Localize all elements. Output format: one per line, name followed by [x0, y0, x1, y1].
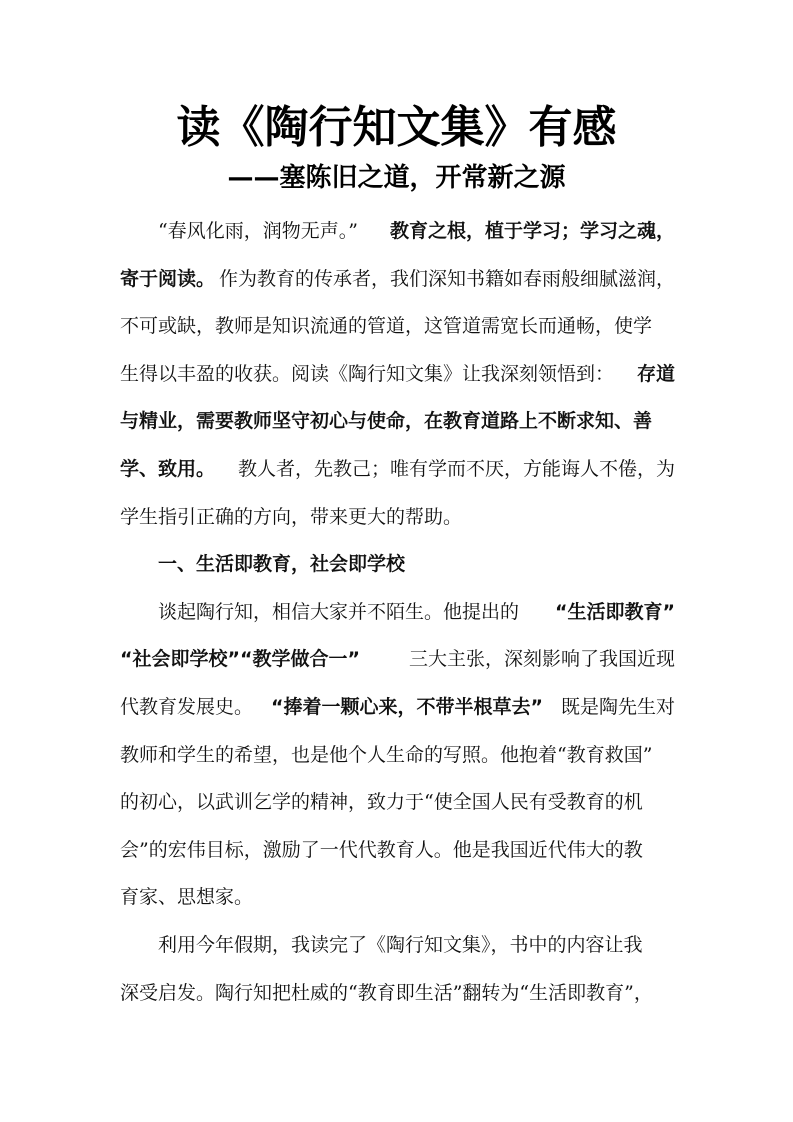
- text-run: 代教育发展史。: [120, 695, 254, 718]
- bold-text-run: 与精业，需要教师坚守初心与使命，在教育道路上不断求知、善: [120, 410, 653, 433]
- bold-text-run: 学、致用。: [120, 457, 216, 480]
- text-run: 不可或缺，教师是知识流通的管道，这管道需宽长而通畅，使学: [120, 315, 653, 338]
- text-run: 深受启发。陶行知把杜威的“教育即生活”翻转为“生活即教育”，: [120, 981, 653, 1004]
- bold-text-run: 存道: [636, 362, 675, 385]
- text-line: [120, 589, 675, 637]
- paragraph-reading: [120, 922, 675, 1017]
- text-run: 作为教育的传承者，我们深知书籍如春雨般细腻滋润，: [218, 267, 675, 290]
- text-line: [120, 874, 675, 922]
- text-line: [120, 494, 675, 542]
- text-line: [120, 684, 675, 732]
- text-run: 利用今年假期，我读完了《陶行知文集》，书中的内容让我: [158, 933, 643, 956]
- text-line: [120, 827, 675, 875]
- text-line: [120, 970, 675, 1018]
- bold-text-run: “生活即教育”: [555, 600, 675, 623]
- document-body: [120, 208, 675, 1017]
- text-line: [120, 922, 675, 970]
- text-line: [120, 351, 675, 399]
- bold-text-run: 寄于阅读。: [120, 267, 216, 290]
- text-run: 会”的宏伟目标，激励了一代代教育人。他是我国近代伟大的教: [120, 838, 643, 861]
- text-line: [120, 398, 675, 446]
- text-run: “春风化雨，润物无声。”: [158, 220, 358, 242]
- text-line: [120, 208, 675, 256]
- text-line: [120, 446, 675, 494]
- text-run: 既是陶先生对: [560, 695, 675, 718]
- text-line: [120, 303, 675, 351]
- bold-text-run: “社会即学校”“教学做合一”: [120, 648, 360, 671]
- text-run: 三大主张，深刻影响了我国近现: [408, 648, 675, 671]
- bold-text-run: 教育之根，植于学习；学习之魂，: [389, 220, 675, 242]
- bold-text-run: “捧着一颗心来，不带半根草去”: [271, 695, 543, 718]
- text-run: 学生指引正确的方向，带来更大的帮助。: [120, 505, 463, 528]
- paragraph-intro: [120, 208, 675, 541]
- page-title: 读《陶行知文集》有感: [176, 102, 617, 153]
- text-run: 谈起陶行知，相信大家并不陌生。他提出的: [158, 600, 520, 623]
- page-subtitle: ——塞陈旧之道，开常新之源: [227, 163, 566, 193]
- text-line: [120, 779, 675, 827]
- text-run: 育家、思想家。: [120, 886, 254, 909]
- section-heading: 一、生活即教育，社会即学校: [158, 553, 406, 576]
- text-line: [120, 636, 675, 684]
- text-run: 教师和学生的希望，也是他个人生命的写照。他抱着“教育救国”: [120, 743, 653, 766]
- paragraph-section1: [120, 589, 675, 922]
- text-line: [120, 256, 675, 304]
- text-line: [120, 732, 675, 780]
- text-run: 的初心，以武训乞学的精神，致力于“使全国人民有受教育的机: [120, 791, 643, 814]
- text-run: 生得以丰盈的收获。阅读《陶行知文集》让我深刻领悟到：: [120, 362, 615, 385]
- text-run: 教人者，先教己；唯有学而不厌，方能诲人不倦，为: [237, 457, 675, 480]
